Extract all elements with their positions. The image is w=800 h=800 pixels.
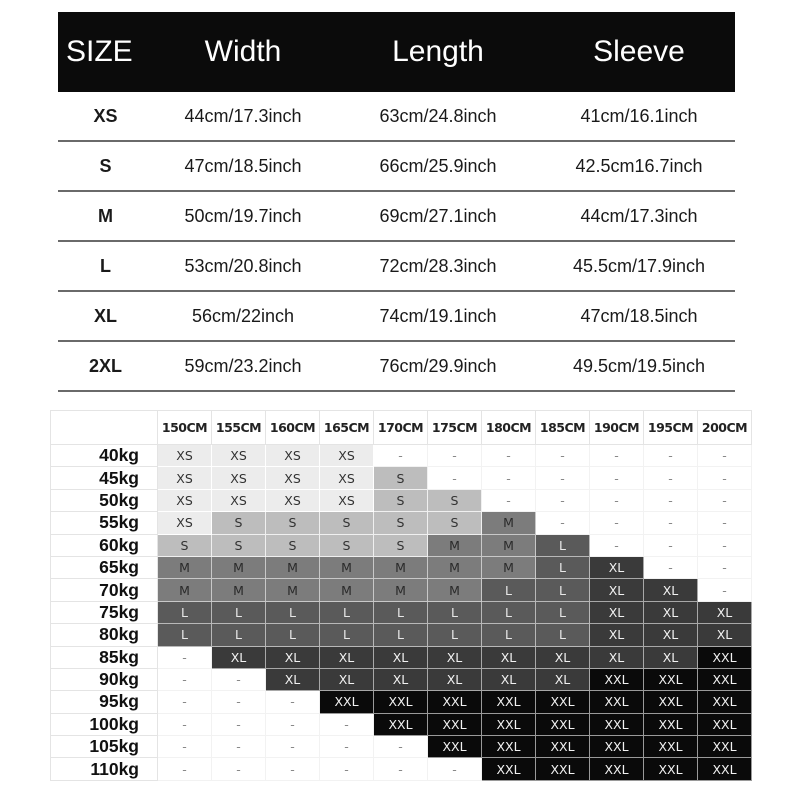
size-recommendation-cell: XL [428,668,482,690]
size-recommendation-cell: XXL [482,758,536,780]
size-recommendation-cell: XS [158,445,212,467]
size-recommendation-cell: XL [590,624,644,646]
size-recommendation-cell: XL [428,646,482,668]
size-recommendation-cell: - [644,467,698,489]
height-header-row [51,411,752,445]
weight-label: 55kg [51,512,158,534]
size-recommendation-cell: - [212,691,266,713]
weight-row [51,556,752,578]
width-value: 59cm/23.2inch [184,355,302,376]
weight-label: 90kg [51,668,158,690]
weight-row [51,736,752,758]
height-column-header: 175CM [428,411,482,445]
size-recommendation-cell: L [428,601,482,623]
size-recommendation-cell: XL [536,646,590,668]
size-recommendation-cell: L [536,556,590,578]
weight-row [51,691,752,713]
weight-row [51,534,752,556]
weight-label: 85kg [51,646,158,668]
size-recommendation-cell: XXL [698,713,752,735]
size-recommendation-cell: M [320,556,374,578]
header-sleeve: Sleeve [593,35,685,68]
size-recommendation-cell: - [698,489,752,511]
size-recommendation-cell: XXL [644,668,698,690]
size-row [58,192,735,242]
size-recommendation-cell: XL [590,579,644,601]
size-recommendation-cell: XL [644,646,698,668]
size-recommendation-cell: XXL [644,691,698,713]
size-recommendation-cell: M [374,579,428,601]
size-recommendation-cell: XXL [698,668,752,690]
length-value: 74cm/19.1inch [379,305,497,326]
size-recommendation-cell: XXL [428,736,482,758]
size-recommendation-cell: - [428,445,482,467]
size-recommendation-cell: - [644,512,698,534]
size-recommendation-cell: XXL [536,713,590,735]
size-recommendation-cell: S [320,534,374,556]
size-recommendation-cell: - [212,758,266,780]
size-recommendation-cell: L [482,624,536,646]
sleeve-value: 42.5cm16.7inch [575,155,703,176]
size-recommendation-cell: L [212,624,266,646]
size-recommendation-cell: M [482,556,536,578]
size-table-header [58,12,735,92]
size-recommendation-cell: L [212,601,266,623]
size-recommendation-cell: - [482,489,536,511]
size-recommendation-cell: M [428,534,482,556]
size-recommendation-cell: XL [698,601,752,623]
size-recommendation-cell: XL [698,624,752,646]
grid-body [51,445,752,781]
size-recommendation-cell: - [212,713,266,735]
size-recommendation-cell: L [320,624,374,646]
size-recommendation-cell: XS [158,489,212,511]
size-row [58,92,735,142]
size-recommendation-cell: XL [536,668,590,690]
size-recommendation-cell: S [320,512,374,534]
size-recommendation-cell: L [536,579,590,601]
weight-row [51,624,752,646]
size-recommendation-cell: S [266,512,320,534]
size-recommendation-cell: XXL [374,691,428,713]
size-recommendation-cell: - [428,758,482,780]
size-recommendation-cell: - [536,489,590,511]
size-recommendation-cell: - [590,445,644,467]
size-recommendation-cell: - [266,736,320,758]
size-recommendation-cell: L [428,624,482,646]
height-column-header: 180CM [482,411,536,445]
size-recommendation-cell: - [698,534,752,556]
size-recommendation-cell: - [698,445,752,467]
size-recommendation-cell: L [266,601,320,623]
length-value: 72cm/28.3inch [379,255,497,276]
size-recommendation-cell: - [590,512,644,534]
size-recommendation-cell: - [698,579,752,601]
size-recommendation-cell: L [320,601,374,623]
size-recommendation-cell: XS [158,512,212,534]
width-value: 50cm/19.7inch [184,205,302,226]
sleeve-value: 44cm/17.3inch [580,205,698,226]
size-row [58,142,735,192]
size-recommendation-cell: XL [212,646,266,668]
size-label: M [98,205,113,226]
size-recommendation-cell: XL [590,646,644,668]
size-recommendation-cell: - [374,736,428,758]
weight-label: 100kg [51,713,158,735]
size-recommendation-cell: XXL [590,713,644,735]
size-recommendation-cell: - [266,713,320,735]
height-column-header: 195CM [644,411,698,445]
size-recommendation-cell: - [374,758,428,780]
size-recommendation-cell: XL [644,624,698,646]
size-label: S [99,155,112,176]
size-recommendation-cell: XL [482,646,536,668]
size-recommendation-cell: - [644,489,698,511]
height-column-header: 170CM [374,411,428,445]
size-table-body [58,92,735,392]
height-column-header: 200CM [698,411,752,445]
size-recommendation-cell: M [266,579,320,601]
size-recommendation-cell: XXL [590,758,644,780]
size-recommendation-cell: L [536,624,590,646]
size-recommendation-cell: - [158,713,212,735]
size-recommendation-cell: XL [320,646,374,668]
length-value: 66cm/25.9inch [379,155,497,176]
height-weight-fit-grid [50,410,752,781]
size-recommendation-cell: XXL [536,691,590,713]
size-recommendation-cell: L [482,579,536,601]
size-recommendation-cell: - [158,758,212,780]
size-recommendation-cell: L [482,601,536,623]
size-recommendation-cell: XS [320,445,374,467]
width-value: 56cm/22inch [191,305,295,326]
size-recommendation-cell: - [698,467,752,489]
weight-row [51,489,752,511]
size-recommendation-cell: XXL [590,691,644,713]
size-recommendation-cell: XXL [482,736,536,758]
size-recommendation-cell: M [482,512,536,534]
size-label: L [100,255,111,276]
size-recommendation-cell: XS [158,467,212,489]
size-recommendation-cell: M [428,579,482,601]
size-recommendation-cell: M [428,556,482,578]
length-value: 76cm/29.9inch [379,355,497,376]
size-recommendation-cell: XL [374,646,428,668]
size-recommendation-cell: S [374,534,428,556]
size-recommendation-cell: XL [644,579,698,601]
size-recommendation-cell: M [158,556,212,578]
size-recommendation-cell: XL [590,556,644,578]
size-recommendation-cell: S [266,534,320,556]
sleeve-value: 45.5cm/17.9inch [572,255,706,276]
size-recommendation-cell: L [266,624,320,646]
size-recommendation-cell: S [374,489,428,511]
size-recommendation-cell: - [482,445,536,467]
size-recommendation-cell: XL [266,646,320,668]
size-recommendation-cell: XXL [590,736,644,758]
size-recommendation-cell: XXL [482,713,536,735]
size-recommendation-cell: XL [374,668,428,690]
width-value: 47cm/18.5inch [184,155,302,176]
size-recommendation-cell: XXL [536,758,590,780]
size-recommendation-cell: XS [212,467,266,489]
size-measurement-table [58,12,735,392]
size-recommendation-cell: XS [212,445,266,467]
weight-label: 70kg [51,579,158,601]
size-recommendation-cell: XS [266,467,320,489]
size-recommendation-cell: M [482,534,536,556]
size-recommendation-cell: - [536,467,590,489]
size-recommendation-cell: - [644,556,698,578]
size-recommendation-cell: M [212,579,266,601]
size-recommendation-cell: XXL [698,758,752,780]
weight-row [51,579,752,601]
weight-label: 65kg [51,556,158,578]
size-recommendation-cell: L [536,601,590,623]
size-recommendation-cell: - [644,534,698,556]
header-size: SIZE [66,35,133,68]
weight-row [51,601,752,623]
size-recommendation-cell: S [374,467,428,489]
size-recommendation-cell: - [212,736,266,758]
size-recommendation-cell: XXL [698,646,752,668]
size-recommendation-cell: - [266,691,320,713]
size-recommendation-cell: - [428,467,482,489]
height-column-header: 155CM [212,411,266,445]
size-row [58,292,735,342]
weight-row [51,758,752,780]
size-recommendation-cell: XL [644,601,698,623]
weight-label: 45kg [51,467,158,489]
sleeve-value: 49.5cm/19.5inch [572,355,706,376]
weight-label: 40kg [51,445,158,467]
length-value: 63cm/24.8inch [379,105,497,126]
size-recommendation-cell: - [536,512,590,534]
size-recommendation-cell: XXL [482,691,536,713]
size-row [58,342,735,392]
size-recommendation-cell: - [698,512,752,534]
size-recommendation-cell: XS [266,445,320,467]
sleeve-value: 47cm/18.5inch [580,305,698,326]
weight-row [51,646,752,668]
size-recommendation-cell: XL [266,668,320,690]
weight-label: 110kg [51,758,158,780]
size-recommendation-cell: - [590,467,644,489]
weight-label: 80kg [51,624,158,646]
size-recommendation-cell: - [212,668,266,690]
size-recommendation-cell: L [374,624,428,646]
weight-row [51,512,752,534]
size-recommendation-cell: M [158,579,212,601]
size-recommendation-cell: XXL [644,736,698,758]
size-recommendation-cell: XXL [428,691,482,713]
size-recommendation-cell: XS [266,489,320,511]
size-recommendation-cell: XL [320,668,374,690]
height-column-header: 165CM [320,411,374,445]
weight-row [51,445,752,467]
size-recommendation-cell: S [212,512,266,534]
size-recommendation-cell: S [158,534,212,556]
size-recommendation-cell: M [374,556,428,578]
height-column-header: 185CM [536,411,590,445]
size-recommendation-cell: - [482,467,536,489]
header-length: Length [392,35,484,68]
width-value: 53cm/20.8inch [184,255,302,276]
size-recommendation-cell: M [212,556,266,578]
size-recommendation-cell: - [698,556,752,578]
size-recommendation-cell: L [374,601,428,623]
size-recommendation-cell: S [212,534,266,556]
size-recommendation-cell: - [644,445,698,467]
size-recommendation-cell: XXL [644,713,698,735]
length-value: 69cm/27.1inch [379,205,497,226]
size-recommendation-cell: XXL [698,691,752,713]
size-recommendation-cell: L [158,624,212,646]
size-recommendation-cell: - [590,534,644,556]
size-recommendation-cell: XXL [374,713,428,735]
width-value: 44cm/17.3inch [184,105,302,126]
size-recommendation-cell: - [266,758,320,780]
size-recommendation-cell: XXL [536,736,590,758]
size-recommendation-cell: - [590,489,644,511]
weight-label: 105kg [51,736,158,758]
weight-label: 95kg [51,691,158,713]
size-recommendation-cell: M [320,579,374,601]
size-row [58,242,735,292]
size-recommendation-cell: - [536,445,590,467]
height-column-header: 190CM [590,411,644,445]
size-recommendation-cell: - [320,758,374,780]
weight-row [51,668,752,690]
size-recommendation-cell: - [158,736,212,758]
size-recommendation-cell: - [320,713,374,735]
size-recommendation-cell: S [374,512,428,534]
weight-row [51,467,752,489]
size-recommendation-cell: XS [320,489,374,511]
weight-label: 50kg [51,489,158,511]
size-recommendation-cell: XS [212,489,266,511]
size-recommendation-cell: - [374,445,428,467]
size-label: 2XL [88,355,122,376]
size-recommendation-cell: S [428,489,482,511]
size-recommendation-cell: - [158,691,212,713]
size-recommendation-cell: XXL [428,713,482,735]
size-recommendation-cell: XXL [644,758,698,780]
size-recommendation-cell: L [158,601,212,623]
size-recommendation-cell: - [320,736,374,758]
size-recommendation-cell: - [158,646,212,668]
size-recommendation-cell: - [158,668,212,690]
size-recommendation-cell: XXL [590,668,644,690]
height-column-header: 160CM [266,411,320,445]
size-recommendation-cell: XXL [698,736,752,758]
sleeve-value: 41cm/16.1inch [580,105,698,126]
header-width: Width [204,35,282,68]
grid-corner [51,411,158,445]
weight-label: 60kg [51,534,158,556]
size-recommendation-cell: S [428,512,482,534]
height-column-header: 150CM [158,411,212,445]
weight-row [51,713,752,735]
size-recommendation-cell: M [266,556,320,578]
size-recommendation-cell: XS [320,467,374,489]
size-label: XL [93,305,117,326]
size-recommendation-cell: XL [590,601,644,623]
size-label: XS [93,105,118,126]
weight-label: 75kg [51,601,158,623]
size-recommendation-cell: XXL [320,691,374,713]
size-recommendation-cell: L [536,534,590,556]
size-recommendation-cell: XL [482,668,536,690]
